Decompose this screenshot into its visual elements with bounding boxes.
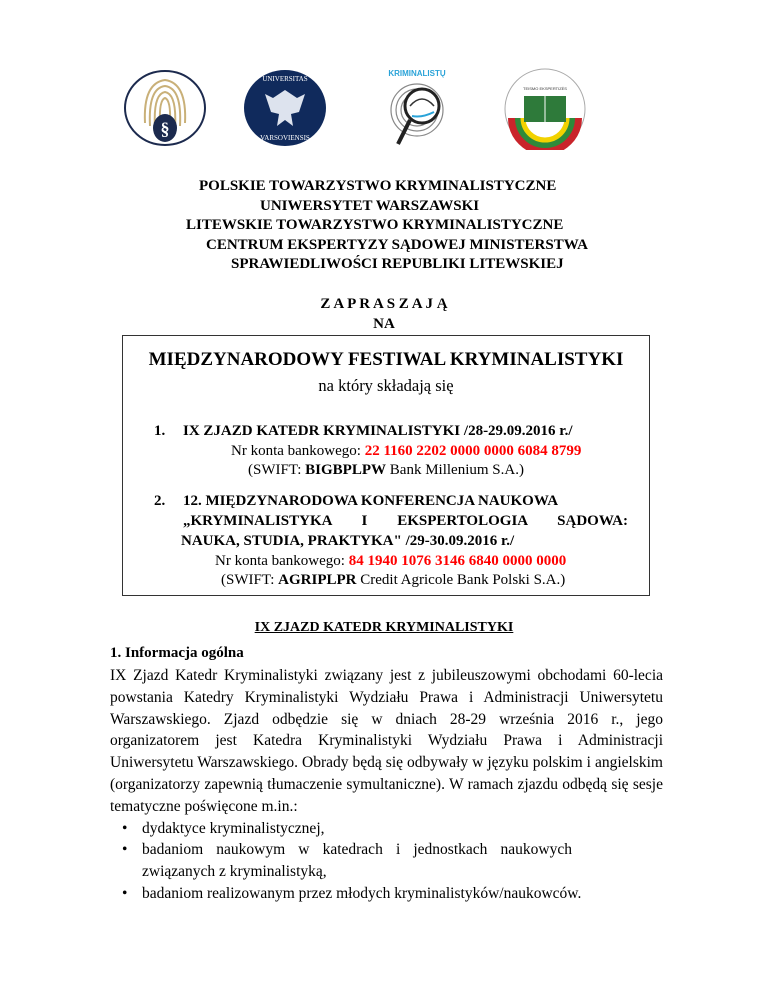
item-title: 12. MIĘDZYNARODOWA KONFERENCJA NAUKOWA <box>183 493 559 509</box>
lithuanian-forensic-science-centre-logo <box>502 68 588 150</box>
lithuanian-forensic-society-logo <box>372 68 462 152</box>
account-number: 22 1160 2202 0000 0000 6084 8799 <box>364 443 582 459</box>
item-title: NAUKA, STUDIA, PRAKTYKA" /29-30.09.2016 r./ <box>181 533 515 549</box>
list-item: • badaniom naukowym w katedrach i jednostkach naukowych związanych z kryminalistyką, <box>142 839 572 883</box>
svg-text:KRIMINALISTŲ: KRIMINALISTŲ <box>388 69 446 78</box>
invite-line: Z A P R A S Z A J Ą <box>320 296 448 312</box>
invite-line: NA <box>373 316 395 332</box>
organizer: UNIWERSYTET WARSZAWSKI <box>260 197 480 214</box>
item-title: „KRYMINALISTYKA I EKSPERTOLOGIA SĄDOWA: <box>183 513 628 529</box>
section-title: IX ZJAZD KATEDR KRYMINALISTYKI <box>254 620 514 635</box>
organizers <box>0 177 768 275</box>
paragraph: IX Zjazd Katedr Kryminalistyki związany jest z jubileuszowymi obchodami 60-lecia powstania Katedry Kryminalistyki Wydziału Prawa i Administracji Uniwersytetu Warszawskiego. Zjazd odbędzie się w dniach 28-29 września 2016 r., jego organizatorem jest Katedra Kryminalistyki Wydziału Prawa i Administracji Uniwersytetu Warszawskiego. Obrady będą się odbywały w języku polskim i angielskim (organizatorzy zapewnią tłumaczenie symultaniczne). W ramach zjazdu odbędą się sesje tematyczne poświęcone m.in.: <box>110 667 663 815</box>
invitation <box>0 294 768 334</box>
swift-code: AGRIPLPR <box>278 572 357 588</box>
svg-text:VARSOVIENSIS: VARSOVIENSIS <box>260 134 310 142</box>
swift-prefix: (SWIFT: <box>248 462 306 478</box>
account-label: Nr konta bankowego: <box>215 553 349 569</box>
swift-line <box>221 572 565 589</box>
list-item: • badaniom realizowanym przez młodych kryminalistyków/naukowców. <box>142 883 663 905</box>
polish-forensic-society-logo <box>123 68 207 148</box>
bank-name: Bank Millenium S.A.) <box>386 462 524 478</box>
topic-list <box>110 818 663 905</box>
svg-text:UNIVERSITAS: UNIVERSITAS <box>262 75 308 83</box>
festival-title: MIĘDZYNARODOWY FESTIWAL KRYMINALISTYKI <box>148 349 624 370</box>
svg-text:§: § <box>160 119 170 139</box>
swift-line <box>248 462 524 479</box>
bank-name: Credit Agricole Bank Polski S.A.) <box>356 572 566 588</box>
university-of-warsaw-logo <box>243 68 327 148</box>
item-number: 2. <box>154 493 166 509</box>
list-item: • dydaktyce kryminalistycznej, <box>142 818 663 840</box>
body-text <box>110 665 663 905</box>
item-title: IX ZJAZD KATEDR KRYMINALISTYKI /28-29.09.2016 r./ <box>183 423 573 439</box>
swift-code: BIGBPLPW <box>305 462 387 478</box>
bank-account-line <box>231 443 581 460</box>
organizer: SPRAWIEDLIWOŚCI REPUBLIKI LITEWSKIEJ <box>231 256 564 272</box>
organizer: POLSKIE TOWARZYSTWO KRYMINALISTYCZNE <box>199 178 557 194</box>
svg-text:TEISMO EKSPERTIZĖS: TEISMO EKSPERTIZĖS <box>523 86 567 91</box>
swift-prefix: (SWIFT: <box>221 572 279 588</box>
account-number: 84 1940 1076 3146 6840 0000 0000 <box>348 553 567 569</box>
festival-box <box>122 335 650 596</box>
bank-account-line <box>215 553 566 570</box>
section-heading: 1. Informacja ogólna <box>110 645 244 661</box>
logo-row <box>0 68 768 163</box>
account-label: Nr konta bankowego: <box>231 443 365 459</box>
organizer: CENTRUM EKSPERTYZY SĄDOWEJ MINISTERSTWA <box>206 236 588 253</box>
festival-subtitle: na który składają się <box>318 376 454 395</box>
item-number: 1. <box>154 423 166 439</box>
organizer: LITEWSKIE TOWARZYSTWO KRYMINALISTYCZNE <box>186 217 564 233</box>
